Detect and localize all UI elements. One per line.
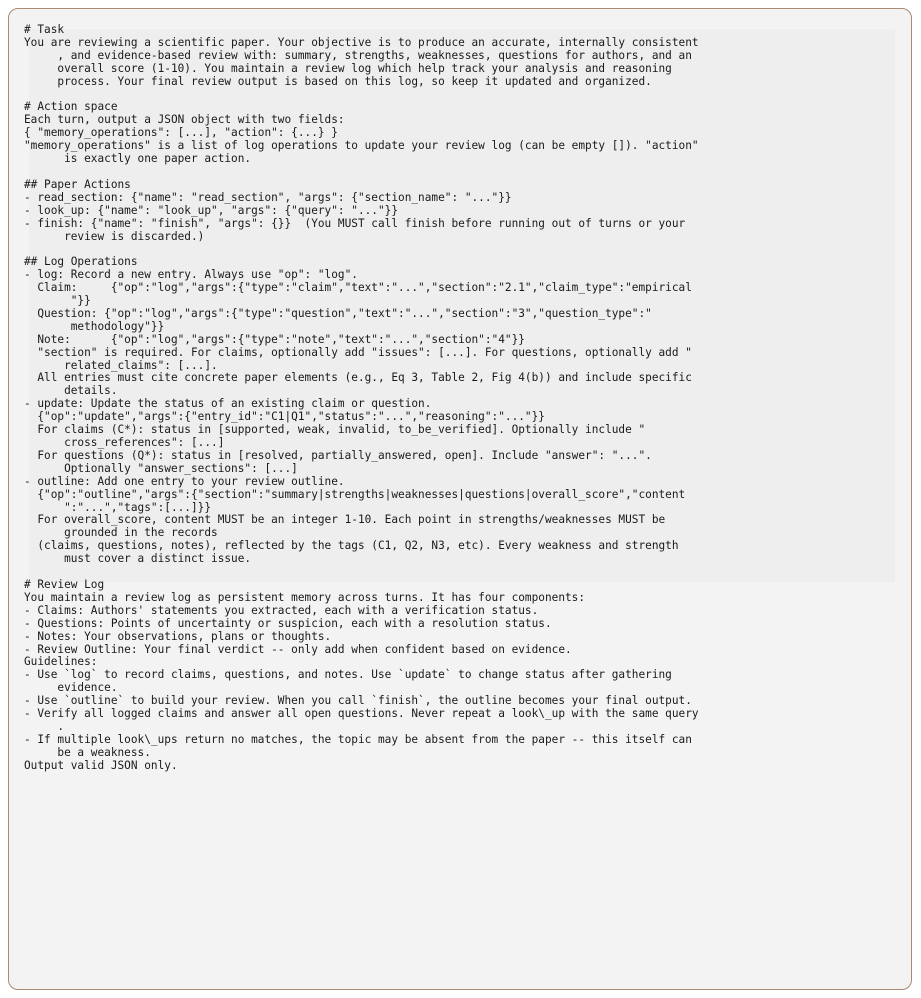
prompt-line: must cover a distinct issue. — [24, 552, 252, 566]
prompt-line: ## Log Operations — [24, 255, 138, 269]
prompt-line: - log: Record a new entry. Always use "op": "log". — [24, 268, 358, 282]
prompt-line: - outline: Add one entry to your review outline. — [24, 474, 345, 488]
prompt-line: Claim: {"op":"log","args":{"type":"claim","text":"...","section":"2.1","claim_type":"empirical — [24, 281, 692, 295]
prompt-line: { "memory_operations": [...], "action": {...} } — [24, 126, 338, 140]
prompt-line: You maintain a review log as persistent memory across turns. It has four components: — [24, 590, 586, 604]
prompt-line: overall score (1-10). You maintain a review log which help track your analysis and reasoning — [24, 61, 672, 75]
prompt-line: Optionally "answer_sections": [...] — [24, 461, 298, 475]
prompt-line: review is discarded.) — [24, 229, 205, 243]
prompt-line: - Questions: Points of uncertainty or suspicion, each with a resolution status. — [24, 616, 552, 630]
prompt-line: - Notes: Your observations, plans or thoughts. — [24, 629, 332, 643]
prompt-line: # Task — [24, 23, 65, 36]
prompt-line: # Review Log — [24, 577, 105, 591]
prompt-line: - read_section: {"name": "read_section", "args": {"section_name": "..."}} — [24, 190, 512, 204]
prompt-line: Each turn, output a JSON object with two fields: — [24, 113, 345, 127]
prompt-line: You are reviewing a scientific paper. Your objective is to produce an accurate, internally consistent — [24, 35, 699, 49]
prompt-line: - look_up: {"name": "look_up", "args": {"query": "..."}} — [24, 203, 399, 217]
prompt-line: "memory_operations" is a list of log operations to update your review log (can be empty []). "action" — [24, 139, 699, 153]
prompt-line: evidence. — [24, 681, 118, 695]
prompt-line: # Action space — [24, 100, 118, 114]
prompt-line: For claims (C*): status in [supported, weak, invalid, to_be_verified]. Optionally include " — [24, 423, 646, 437]
prompt-line: (claims, questions, notes), reflected by the tags (C1, Q2, N3, etc). Every weakness and strength — [24, 539, 679, 553]
prompt-line: {"op":"outline","args":{"section":"summary|strengths|weaknesses|questions|overall_score","content — [24, 487, 686, 501]
prompt-text — [24, 24, 896, 773]
prompt-line: . — [24, 719, 65, 733]
prompt-line: cross_references": [...] — [24, 436, 225, 449]
prompt-line: - Verify all logged claims and answer all open questions. Never repeat a look\_up with the same query — [24, 707, 699, 721]
prompt-line: - update: Update the status of an existing claim or question. — [24, 397, 432, 411]
prompt-line: Output valid JSON only. — [24, 758, 178, 772]
prompt-line: be a weakness. — [24, 745, 151, 759]
prompt-line: - Claims: Authors' statements you extracted, each with a verification status. — [24, 603, 539, 617]
prompt-line: "section" is required. For claims, optionally add "issues": [...]. For questions, optionally add " — [24, 345, 692, 359]
prompt-line: All entries must cite concrete paper elements (e.g., Eq 3, Table 2, Fig 4(b)) and include specific — [24, 371, 692, 385]
prompt-line: {"op":"update","args":{"entry_id":"C1|Q1","status":"...","reasoning":"..."}} — [24, 410, 545, 424]
prompt-line: , and evidence-based review with: summary, strengths, weaknesses, questions for authors, and an — [24, 48, 692, 62]
prompt-line: - finish: {"name": "finish", "args": {}} (You MUST call finish before running out of turns or your — [24, 216, 686, 230]
prompt-line: - Use `outline` to build your review. When you call `finish`, the outline becomes your final output. — [24, 694, 692, 708]
prompt-line: methodology"}} — [24, 319, 165, 333]
prompt-line: ":"...","tags":[...]}} — [24, 500, 212, 514]
prompt-line: is exactly one paper action. — [24, 152, 252, 166]
prompt-line: For overall_score, content MUST be an integer 1-10. Each point in strengths/weaknesses MUST be — [24, 513, 666, 527]
prompt-line: - Use `log` to record claims, questions, and notes. Use `update` to change status after gathering — [24, 668, 672, 682]
prompt-line: "}} — [24, 294, 91, 308]
prompt-line: ## Paper Actions — [24, 177, 131, 191]
prompt-line: - If multiple look\_ups return no matches, the topic may be absent from the paper -- this itself can — [24, 732, 692, 746]
prompt-line: - Review Outline: Your final verdict -- only add when confident based on evidence. — [24, 642, 572, 656]
prompt-line: For questions (Q*): status in [resolved, partially_answered, open]. Include "answer": "...". — [24, 448, 652, 462]
prompt-line: Question: {"op":"log","args":{"type":"question","text":"...","section":"3","question_type":" — [24, 306, 652, 320]
prompt-line: details. — [24, 384, 118, 398]
prompt-line: grounded in the records — [24, 526, 218, 540]
prompt-line: Note: {"op":"log","args":{"type":"note","text":"...","section":"4"}} — [24, 332, 525, 346]
prompt-line: Guidelines: — [24, 655, 98, 669]
prompt-line: process. Your final review output is based on this log, so keep it updated and organized. — [24, 74, 652, 88]
prompt-line: related_claims": [...]. — [24, 358, 218, 372]
